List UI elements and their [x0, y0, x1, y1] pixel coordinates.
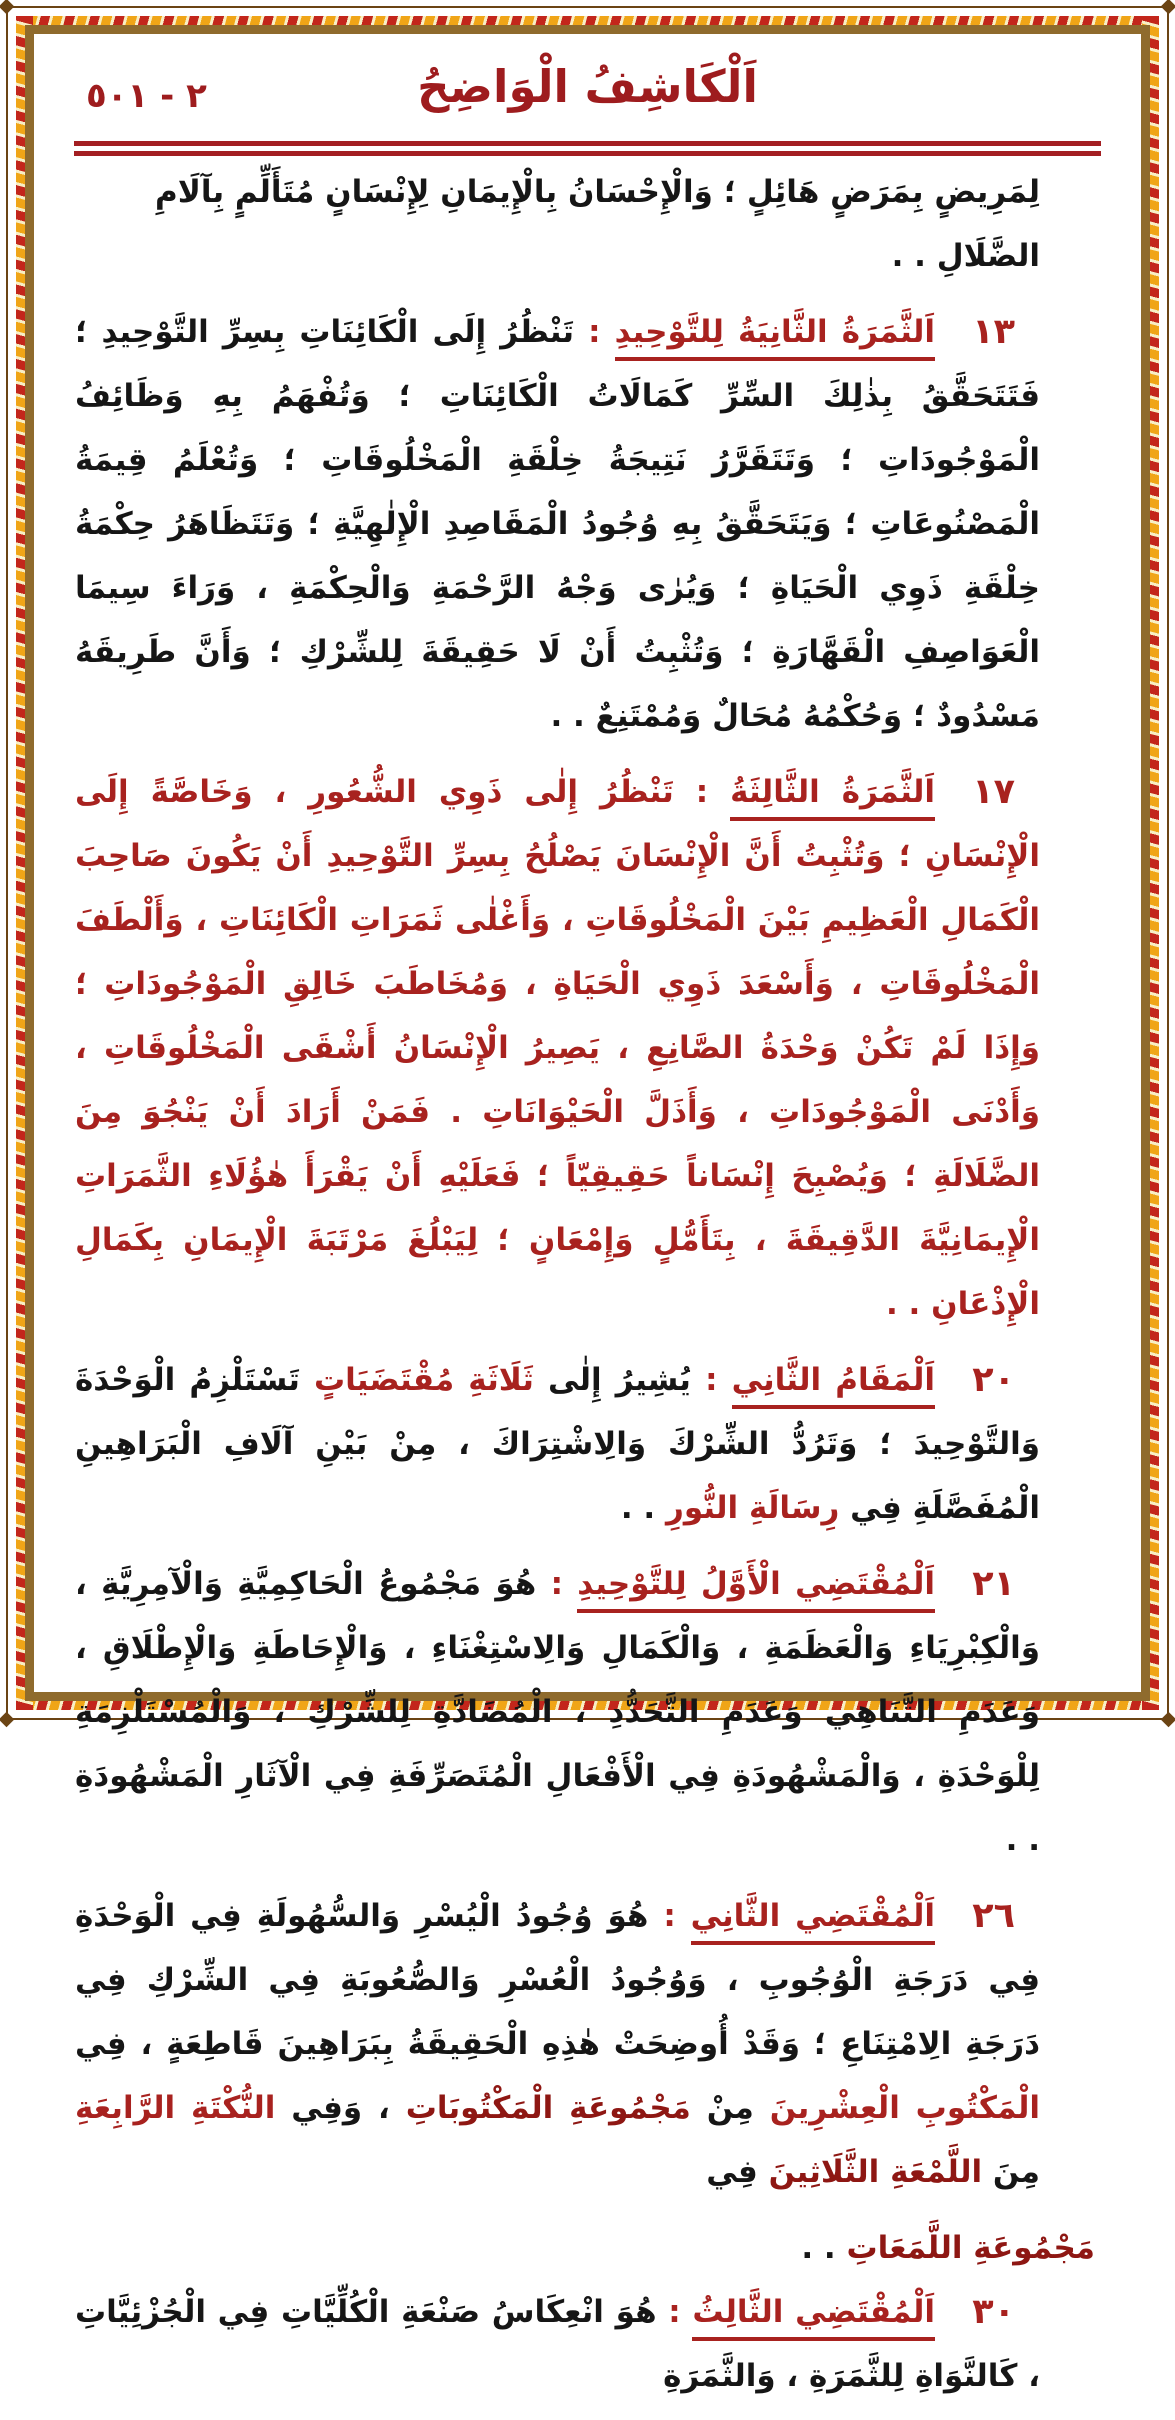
text-run: رِسَالَةِ النُّورِ	[665, 1490, 840, 1526]
paragraph-heading: اَلْمُقْتَضِي الثَّانِي	[691, 1898, 935, 1945]
text-run: فِي	[706, 2154, 769, 2190]
text-run: . .	[801, 2230, 847, 2266]
text-run: الْمَكْتُوبِ الْعِشْرِينَ	[769, 2090, 1040, 2126]
text-run: النُّكْتَةِ الرَّابِعَةِ	[75, 2090, 276, 2126]
text-run: اللَّمْعَةِ الثَّلَاثِينَ	[768, 2154, 983, 2190]
text-run: مِنْ	[690, 2090, 770, 2126]
paragraph-heading: اَلْمُقْتَضِي الْأَوَّلُ لِلتَّوْحِيدِ	[577, 1566, 935, 1613]
text-run: هُوَ وُجُودُ الْيُسْرِ وَالسُّهُولَةِ فِي الْوَحْدَةِ فِي دَرَجَةِ الْوُجُوبِ ، وَوُجُودُ الْعُسْرِ وَالصُّعُوبَةِ فِي الشِّرْكِ فِي دَرَجَةِ الِامْتِنَاعِ ؛ وَقَدْ أُوضِحَتْ هٰذِهِ الْحَقِيقَةُ بِبَرَاهِينَ قَاطِعَةٍ ، فِي	[75, 1898, 1040, 2062]
paragraph	[75, 2280, 1040, 2408]
text-run: ، وَفِي	[275, 2090, 406, 2126]
paragraph-heading: اَلْمُقْتَضِي الثَّالِثُ	[692, 2294, 935, 2341]
paragraph	[75, 1552, 1040, 1872]
text-run: تَنْظُرُ إِلٰى ذَوِي الشُّعُورِ ، وَخَاصَّةً إِلَى الْإِنْسَانِ ؛ وَتُثْبِتُ أَنَّ الْإِنْسَانَ يَصْلُحُ بِسِرِّ التَّوْحِيدِ أَنْ يَكُونَ صَاحِبَ الْكَمَالِ الْعَظِيمِ بَيْنَ الْمَخْلُوقَاتِ ، وَأَغْلٰى ثَمَرَاتِ الْكَائِنَاتِ ، وَأَلْطَفَ الْمَخْلُوقَاتِ ، وَأَسْعَدَ ذَوِي الْحَيَاةِ ، وَمُخَاطَبَ خَالِقِ الْمَوْجُودَاتِ ؛ وَإِذَا لَمْ تَكُنْ وَحْدَةُ الصَّانِعِ ، يَصِيرُ الْإِنْسَانُ أَشْقَى الْمَخْلُوقَاتِ ، وَأَدْنَى الْمَوْجُودَاتِ ، وَأَذَلَّ الْحَيْوَانَاتِ . فَمَنْ أَرَادَ أَنْ يَنْجُوَ مِنَ الضَّلَالَةِ ؛ وَيُصْبِحَ إِنْسَاناً حَقِيقِيّاً ؛ فَعَلَيْهِ أَنْ يَقْرَأَ هٰؤُلَاءِ الثَّمَرَاتِ الْإِيمَانِيَّةَ الدَّقِيقَةَ ، بِتَأَمُّلٍ وَإِمْعَانٍ ؛ لِيَبْلُغَ مَرْتَبَةَ الْإِيمَانِ بِكَمَالِ الْإِذْعَانِ . .	[75, 774, 1040, 1322]
intro-line: لِمَرِيضٍ بِمَرَضٍ هَائِلٍ ؛ وَالْإِحْسَانُ بِالْإِيمَانِ لِإِنْسَانٍ مُتَأَلِّمٍ بِآلَامِ الضَّلَالِ . .	[155, 174, 1040, 274]
paragraph-list	[75, 300, 1095, 2408]
text-run: :	[574, 314, 615, 350]
text-run: :	[648, 1898, 691, 1934]
paragraph	[75, 300, 1040, 748]
page-number: ٢ - ٥٠١	[86, 76, 207, 116]
paragraph-number: ٣٠	[972, 2292, 1015, 2332]
text-run: . .	[620, 1490, 666, 1526]
text-run: :	[673, 774, 731, 810]
paragraph-number: ١٣	[972, 312, 1015, 352]
paragraph	[75, 1884, 1040, 2204]
paragraph-number: ٢٦	[972, 1896, 1015, 1936]
text-run: مِنَ	[982, 2154, 1040, 2190]
text-run: يُشِيرُ إِلٰى	[533, 1362, 691, 1398]
text-run: ثَلَاثَةِ مُقْتَضَيَاتٍ	[314, 1362, 534, 1398]
paragraph	[75, 1348, 1040, 1540]
text-run: مَجْمُوعَةِ الْمَكْتُوبَاتِ	[405, 2090, 691, 2126]
paragraph-heading: اَلثَّمَرَةُ الثَّانِيَةُ لِلتَّوْحِيدِ	[615, 314, 935, 361]
paragraph	[75, 760, 1040, 1336]
paragraph-number: ٢٠	[972, 1360, 1015, 1400]
header-rule	[74, 141, 1101, 156]
text-run: تَسْتَلْزِمُ الْوَحْدَةَ وَالتَّوْحِيدَ ؛ وَتَرُدُّ الشِّرْكَ وَالِاشْتِرَاكَ ، مِنْ بَيْنِ آلَافِ الْبَرَاهِينِ الْمُفَصَّلَةِ فِي	[75, 1362, 1040, 1526]
text-run: :	[536, 1566, 578, 1602]
paragraph-number: ١٧	[972, 772, 1015, 812]
text-run: مَجْمُوعَةِ اللَّمَعَاتِ	[846, 2230, 1095, 2266]
text-run: هُوَ انْعِكَاسُ صَنْعَةِ الْكُلِّيَّاتِ فِي الْجُزْئِيَّاتِ ، كَالنَّوَاةِ لِلثَّمَرَةِ ، وَالثَّمَرَةِ	[75, 2294, 1040, 2394]
paragraph-heading: اَلثَّمَرَةُ الثَّالِثَةُ	[730, 774, 935, 821]
text-run: :	[656, 2294, 693, 2330]
paragraph-number: ٢١	[972, 1564, 1015, 1604]
text-run: :	[690, 1362, 732, 1398]
paragraph-tail-line	[75, 2216, 1095, 2280]
body-text	[75, 160, 1095, 2420]
paragraph-heading: اَلْمَقَامُ الثَّانِي	[732, 1362, 935, 1409]
text-run: هُوَ مَجْمُوعُ الْحَاكِمِيَّةِ وَالْآمِرِيَّةِ ، وَالْكِبْرِيَاءِ وَالْعَظَمَةِ ، وَالْكَمَالِ وَالِاسْتِغْنَاءِ ، وَالْإِحَاطَةِ وَالْإِطْلَاقِ ، وَعَدَمِ التَّنَاهِي وَعَدَمِ التَّحَدُّدِ ، الْمُضَادَّةِ لِلشِّرْكِ ، وَالْمُسْتَلْزِمَةِ لِلْوَحْدَةِ ، وَالْمَشْهُودَةِ فِي الْأَفْعَالِ الْمُتَصَرِّفَةِ فِي الْآثَارِ الْمَشْهُودَةِ . .	[75, 1566, 1040, 1858]
page-title: اَلْكَاشِفُ الْوَاضِحُ	[417, 60, 758, 113]
text-run: تَنْظُرُ إِلَى الْكَائِنَاتِ بِسِرِّ التَّوْحِيدِ ؛ فَتَتَحَقَّقُ بِذٰلِكَ السِّرِّ كَمَالَاتُ الْكَائِنَاتِ ؛ وَتُفْهَمُ بِهِ وَظَائِفُ الْمَوْجُودَاتِ ؛ وَتَتَقَرَّرُ نَتِيجَةُ خِلْقَةِ الْمَخْلُوقَاتِ ؛ وَتُعْلَمُ قِيمَةُ الْمَصْنُوعَاتِ ؛ وَيَتَحَقَّقُ بِهِ وُجُودُ الْمَقَاصِدِ الْإِلٰهِيَّةِ ؛ وَتَتَظَاهَرُ حِكْمَةُ خِلْقَةِ ذَوِي الْحَيَاةِ ؛ وَيُرٰى وَجْهُ الرَّحْمَةِ وَالْحِكْمَةِ ، وَرَاءَ سِيمَا الْعَوَاصِفِ الْقَهَّارَةِ ؛ وَتُثْبِتُ أَنْ لَا حَقِيقَةَ لِلشِّرْكِ ؛ وَأَنَّ طَرِيقَهُ مَسْدُودٌ ؛ وَحُكْمُهُ مُحَالٌ وَمُمْتَنِعٌ . .	[75, 314, 1040, 734]
